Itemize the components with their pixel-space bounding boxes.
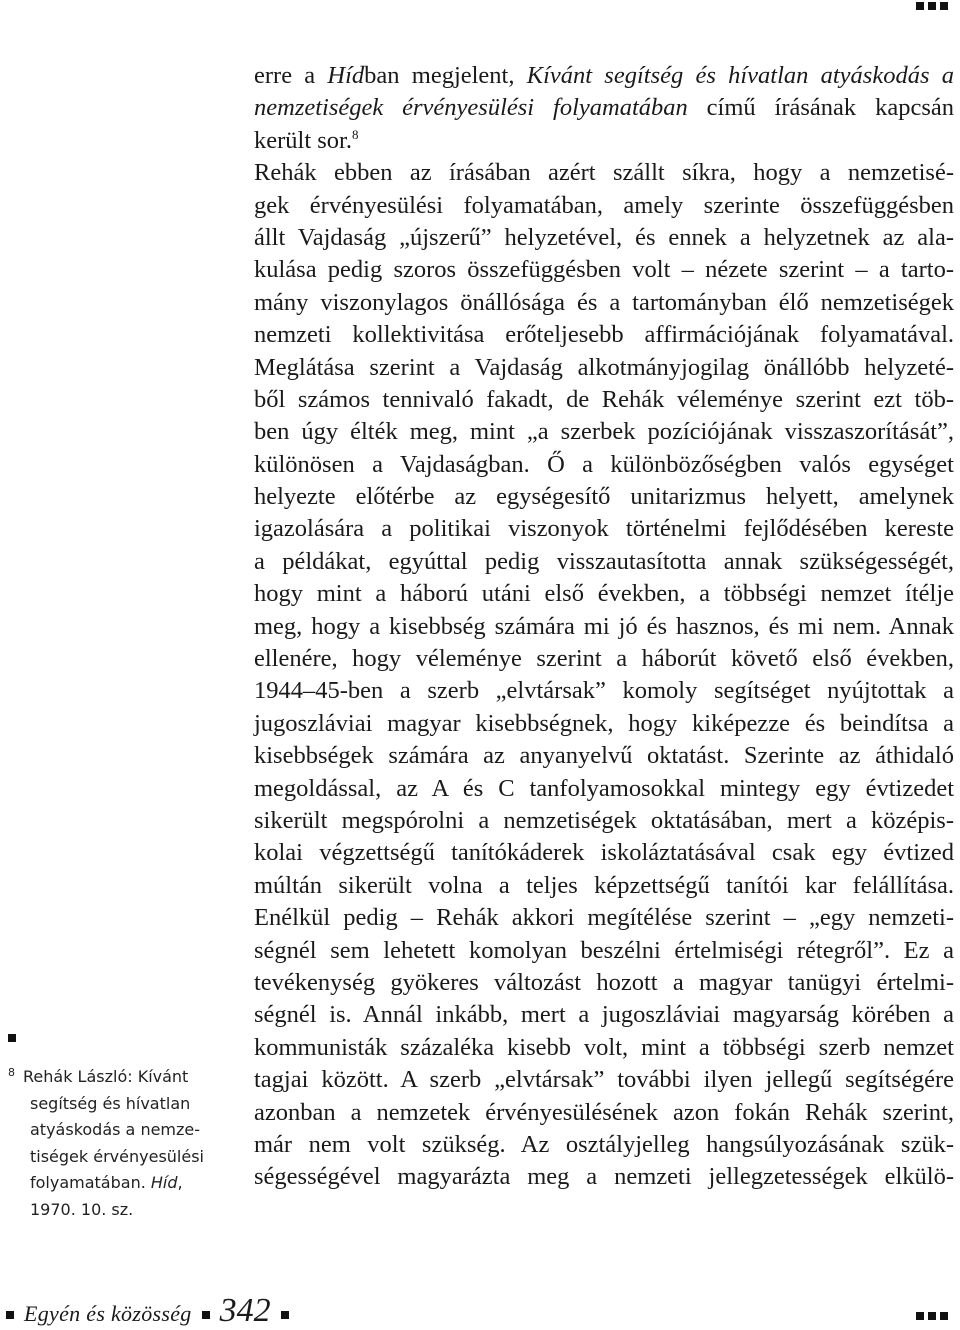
text-line: gek érvényesülési folyamatában, amely szerinte összefüggésben [254,191,954,219]
text-line: került sor.$^8$ [254,126,359,154]
text-line: Enélkül pedig – Rehák akkori megítélése szerint – „egy nemzeti- [254,904,954,932]
square-mark-icon [940,2,948,10]
text-line: ellenére, hogy véleménye szerint a háborút követő első években, [254,645,954,673]
text-line: 1944–45-ben a szerb „elvtársak” komoly segítséget nyújtottak a [254,677,954,705]
text-line: már nem volt szükség. Az osztályjelleg hangsúlyozásának szük- [254,1130,954,1158]
text-line: ségnél is. Annál inkább, mert a jugoszláviai magyarság körében a [254,1001,954,1029]
page-number: 342 [219,1292,271,1329]
text-line: ből számos tennivaló fakadt, de Rehák véleménye szerint ezt töb- [254,385,954,413]
footnote [8,1064,228,1223]
text-line: Meglátása szerint a Vajdaság alkotmányjogilag önállóbb helyzeté- [254,353,954,381]
footnote-line: tiségek érvényesülési [30,1146,204,1166]
bottom-right-marks [916,1312,948,1320]
text-line: ségnél sem lehetett komolyan beszélni értelmiségi rétegről”. Ez a [254,936,954,964]
text-line: tevékenység gyökeres változást hozott a magyar tanügyi értelmi- [254,968,954,996]
text-line: jugoszláviai magyar kisebbségnek, hogy kiképezze és beindítsa a [254,709,954,737]
footnote-square-icon [8,1034,16,1042]
square-mark-icon [940,1312,948,1320]
top-right-marks [916,2,948,10]
footnote-line: folyamatában. Híd, [30,1173,183,1192]
text-line: a példákat, egyúttal pedig visszautasította annak szükségességét, [254,547,954,575]
footnote-line: segítség és hívatlan [30,1093,191,1113]
text-line: tagjai között. A szerb „elvtársak” további ilyen jellegű segítségére [254,1066,954,1094]
text-line: sikerült megspórolni a nemzetiségek oktatásában, mert a középis- [254,806,954,834]
text-line: múltán sikerült volna a teljes képzettségű tanítói kar felállítása. [254,871,954,899]
text-line: kolai végzettségű tanítókáderek iskoláztatásával csak egy évtized [254,839,954,867]
text-line: kulása pedig szoros összefüggésben volt – nézete szerint – a tarto- [254,256,954,284]
text-line: nemzeti kollektivitása erőteljesebb affirmációjának folyamatával. [254,321,954,349]
text-line: kisebbségek számára az anyanyelvű oktatást. Szerinte az áthidaló [254,742,954,770]
square-mark-icon [916,1312,924,1320]
text-line: ségességével magyarázta meg a nemzeti jellegzetességek elkülö- [254,1163,954,1191]
journal-title: Egyén és közösség [24,1301,192,1326]
square-mark-icon [281,1311,289,1319]
text-line: hogy mint a háború utáni első években, a többségi nemzet ítélje [254,580,954,608]
text-line: különösen a Vajdaságban. Ő a különbözőségben valós egységet [254,450,954,478]
text-line: azonban a nemzetek érvényesülésének azon fokán Rehák szerint, [254,1098,954,1126]
text-line: nemzetiségek érvényesülési folyamatában című írásának kapcsán [254,94,954,122]
square-mark-icon [928,2,936,10]
footnote-line: $^8$ Rehák László: Kívánt [8,1065,189,1086]
page-footer [6,1292,289,1330]
text-line: igazolására a politikai viszonyok történelmi fejlődésében kereste [254,515,954,543]
text-line: erre a Hídban megjelent, Kívánt segítség és hívatlan atyáskodás a [254,62,954,89]
text-line: ben úgy élték meg, mint „a szerbek pozíciójának visszaszorítását”, [254,418,954,446]
text-line: meg, hogy a kisebbség számára mi jó és hasznos, és mi nem. Annak [254,612,954,640]
footnote-line: 1970. 10. sz. [30,1199,134,1219]
square-mark-icon [916,2,924,10]
footnote-line: atyáskodás a nemze- [30,1120,201,1139]
text-line: kommunisták százaléka kisebb volt, mint a többségi szerb nemzet [254,1033,954,1061]
square-mark-icon [6,1311,14,1319]
text-line: helyezte előtérbe az egységesítő unitarizmus helyett, amelynek [254,483,954,511]
footnote-number: 8 [8,1065,15,1079]
text-line: megoldással, az A és C tanfolyamosokkal mintegy egy évtizedet [254,774,954,802]
square-mark-icon [928,1312,936,1320]
text-line: mány viszonylagos önállósága és a tartományban élő nemzetiségek [254,288,954,316]
main-text-column [254,60,954,1194]
text-line: állt Vajdaság „újszerű” helyzetével, és ennek a helyzetnek az ala- [254,223,954,251]
text-line: Rehák ebben az írásában azért szállt síkra, hogy a nemzetisé- [254,159,954,187]
footnote-reference: 8 [352,126,359,142]
square-mark-icon [202,1311,210,1319]
